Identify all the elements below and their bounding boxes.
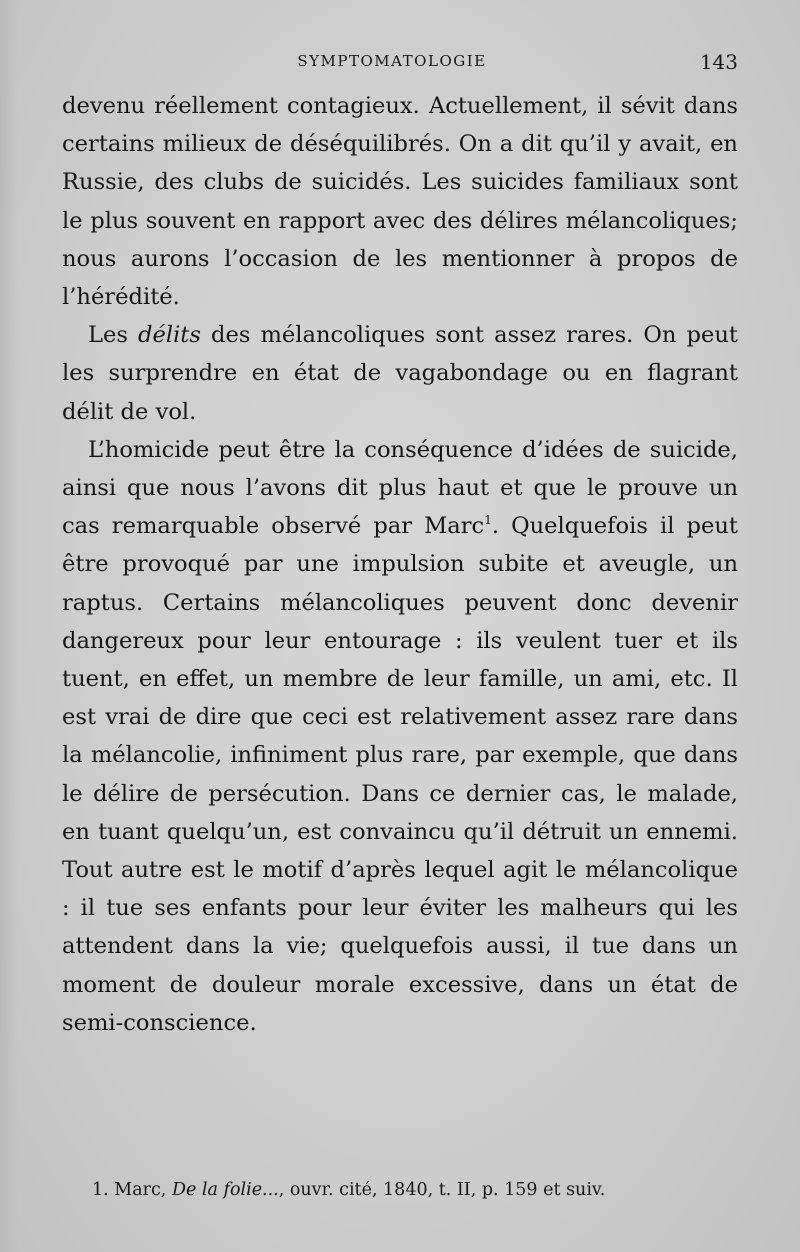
page-number: 143 — [699, 50, 738, 74]
emphasis-delits: délits — [138, 322, 201, 349]
paragraph-text: des mélancoliques sont assez rares. On peut les surprendre en état de vagabondage ou en flagrant délit de vol. — [62, 322, 738, 425]
footnote-author: Marc, — [114, 1180, 167, 1200]
paragraph-text: L’homicide peut être la conséquence d’idées de suicide, ainsi que nous l’avons dit plus haut et que le prouve un cas remarquable observé par Marc — [62, 436, 738, 540]
paragraph-continuation — [62, 87, 738, 316]
body-text — [62, 87, 738, 1042]
paragraph-lead: Les — [88, 322, 139, 349]
footnote-title: De la folie... — [171, 1180, 279, 1200]
footnote — [92, 1180, 742, 1200]
paragraph-homicide — [62, 431, 738, 1042]
footnote-details: , ouvr. cité, 1840, t. II, p. 159 et suiv. — [278, 1180, 606, 1200]
paragraph-text: devenu réellement contagieux. Actuellement, il sévit dans certains milieux de déséquilibrés. On a dit qu’il y avait, en Russie, des clubs de suicidés. Les suicides familiaux sont le plus souvent en rapport avec des délires mélancoliques; nous aurons l’occasion de les mentionner à propos de l’hérédité. — [62, 93, 738, 311]
running-head — [62, 50, 738, 74]
running-title: SYMPTOMATOLOGIE — [297, 52, 487, 70]
footnote-reference: 1 — [484, 513, 492, 528]
page-spine-shadow — [0, 0, 18, 1252]
paragraph-delits — [62, 316, 738, 431]
footnote-number: 1. — [92, 1180, 109, 1200]
paragraph-text-after: . Quelquefois il peut être provoqué par une impulsion subite et aveugle, un raptus. Certains mélancoliques peuvent donc devenir dangereux pour leur entourage : ils veulent tuer et ils tuent, en effet, un membre de leur famille, un ami, etc. Il est vrai de dire que ceci est relativement assez rare dans la mélancolie, infiniment plus rare, par exemple, que dans le délire de persécution. Dans ce dernier cas, le malade, en tuant quelqu’un, est convaincu qu’il détruit un ennemi. Tout autre est le motif d’après lequel agit le mélancolique : il tue ses enfants pour leur éviter les malheurs qui les attendent dans la vie; quelquefois aussi, il tue dans un moment de douleur morale excessive, dans un état de semi-conscience. — [62, 513, 738, 1036]
